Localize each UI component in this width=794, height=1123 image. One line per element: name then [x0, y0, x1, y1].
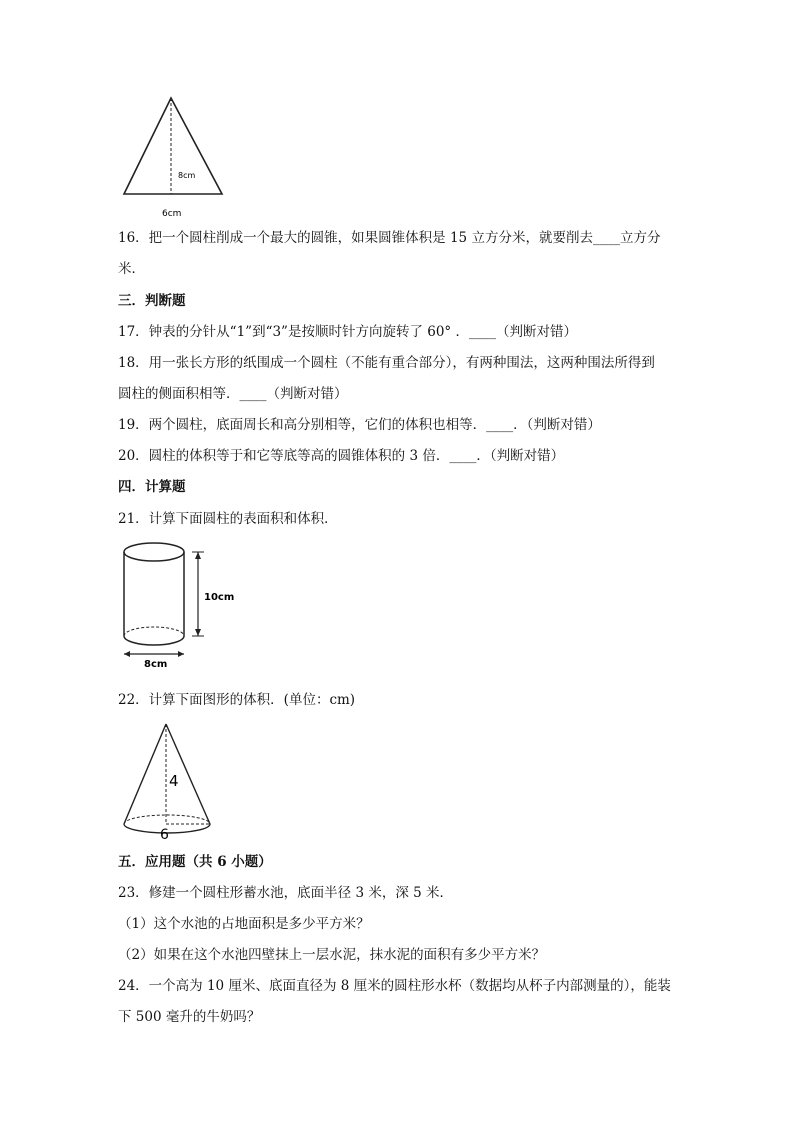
triangle-outline: [124, 98, 222, 194]
q23-sub2: （2）如果在这个水池四壁抹上一层水泥，抹水泥的面积有多少平方米？: [118, 947, 546, 963]
q18-line1: 18．用一张长方形的纸围成一个圆柱（不能有重合部分），有两种围法，这两种围法所得到: [118, 355, 655, 371]
cylinder-height-label: 10cm: [204, 592, 235, 603]
q24-line2: 下 500 毫升的牛奶吗？: [118, 1009, 261, 1025]
cone-left-side: [124, 724, 166, 824]
cylinder-top-ellipse: [124, 543, 184, 561]
cylinder-diameter-label: 8cm: [144, 659, 168, 670]
cone-base-back: [124, 815, 210, 824]
q23-main: 23．修建一个圆柱形蓄水池，底面半径 3 米，深 5 米．: [118, 885, 454, 901]
q16-line2: 米．: [118, 261, 145, 277]
triangle-height-label: 8cm: [178, 171, 196, 180]
q20-text: 20．圆柱的体积等于和它等底等高的圆锥体积的 3 倍．____．（判断对错）: [118, 448, 565, 464]
cylinder-bottom-back: [124, 627, 184, 636]
triangle-base-label: 6cm: [162, 209, 182, 219]
cylinder-diameter-arrow-right: [178, 651, 184, 657]
cylinder-height-arrow-bottom: [195, 629, 201, 636]
cylinder-height-arrow-top: [195, 552, 201, 559]
q16-line1: 16．把一个圆柱削成一个最大的圆锥，如果圆锥体积是 15 立方分米，就要削去____立方分: [118, 230, 661, 246]
cone-figure: [118, 718, 228, 842]
section5-heading: 五．应用题（共 6 小题）: [118, 854, 272, 870]
triangle-figure: [118, 92, 228, 222]
cone-height-label: 4: [169, 772, 179, 790]
cylinder-diameter-arrow-left: [124, 651, 130, 657]
q24-line1: 24．一个高为 10 厘米、底面直径为 8 厘米的圆柱形水杯（数据均从杯子内部测量的），能装: [118, 978, 671, 994]
q21-text: 21．计算下面圆柱的表面积和体积．: [118, 511, 338, 527]
section3-heading: 三．判断题: [118, 293, 186, 309]
cone-diameter-label: 6: [160, 827, 169, 842]
q23-sub1: （1）这个水池的占地面积是多少平方米？: [118, 916, 370, 932]
q22-text: 22．计算下面图形的体积．(单位：cm): [118, 692, 356, 708]
cylinder-bottom-front: [124, 636, 184, 645]
section4-heading: 四．计算题: [118, 479, 186, 495]
q18-line2: 圆柱的侧面积相等．____（判断对错）: [118, 386, 348, 402]
cylinder-figure: [118, 538, 248, 670]
q19-text: 19．两个圆柱，底面周长和高分别相等，它们的体积也相等．____．（判断对错）: [118, 417, 601, 433]
q17-text: 17．钟表的分针从“1”到“3”是按顺时针方向旋转了 60° ．____（判断对错）: [118, 324, 577, 340]
